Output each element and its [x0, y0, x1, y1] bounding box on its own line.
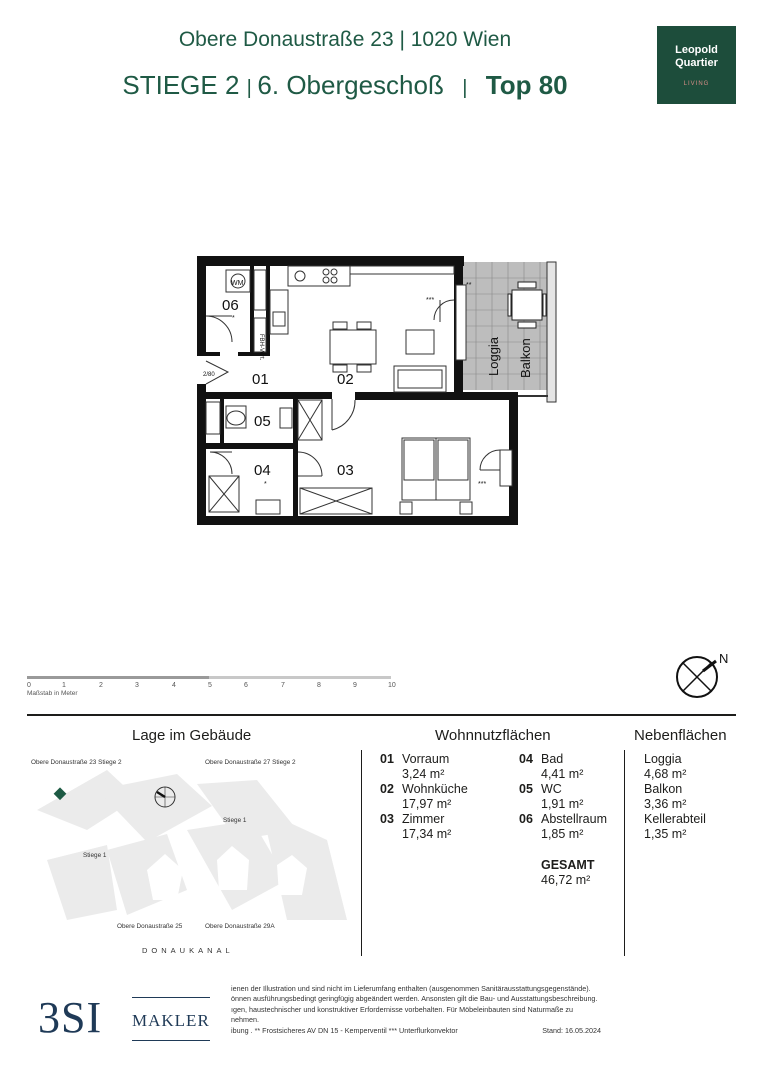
- room-04: 04: [254, 462, 271, 479]
- map-label: Obere Donaustraße 25: [117, 923, 183, 930]
- room-01: 01: [252, 371, 269, 388]
- area-name: Abstellraum: [541, 812, 607, 826]
- wm-label: WM: [231, 280, 244, 287]
- scale-tick: 2: [99, 682, 103, 689]
- date-stamp: Stand: 16.05.2024: [542, 1025, 601, 1035]
- area-value: 1,85 m²: [541, 827, 584, 841]
- convector-mark-2: ***: [478, 481, 487, 488]
- room-02: 02: [337, 371, 354, 388]
- brand-subtitle: MAKLER: [132, 1011, 210, 1030]
- section-divider: [27, 714, 736, 716]
- scale-tick: 8: [317, 682, 321, 689]
- door-width-label: 2/80: [203, 372, 215, 378]
- area-name: Vorraum: [402, 752, 450, 766]
- logo-tag: LIVING: [683, 81, 710, 87]
- secondary-area-list: Loggia 4,68 m² Balkon 3,36 m² Kellerabteil 1,35 m²: [644, 752, 706, 841]
- area-name: Wohnküche: [402, 782, 468, 796]
- fbh-label: FBH-Vert.: [258, 334, 264, 361]
- scale-tick: 0: [27, 682, 31, 689]
- room-03: 03: [337, 462, 354, 479]
- north-compass-icon: [677, 651, 728, 697]
- logo-line2: Quartier: [675, 57, 718, 69]
- area-item: 02 Wohnküche 17,97 m²: [380, 782, 468, 811]
- stair-label: STIEGE 2: [122, 70, 240, 100]
- scale-tick: 3: [135, 682, 139, 689]
- address-line: Obere Donaustraße 23 | 1020 Wien: [178, 28, 512, 51]
- scale-tick: 9: [353, 682, 357, 689]
- area-value: 17,34 m²: [402, 827, 452, 841]
- star-04: *: [264, 481, 267, 488]
- site-map: [27, 750, 357, 960]
- room-05: 05: [254, 413, 271, 430]
- logo-line1: Leopold: [675, 44, 718, 56]
- area-item: 05 WC 1,91 m²: [519, 782, 584, 811]
- site-compass-icon: [155, 787, 175, 807]
- map-label: Obere Donaustraße 29A: [205, 923, 275, 930]
- area-name: WC: [541, 782, 562, 796]
- location-heading: Lage im Gebäude: [132, 727, 252, 744]
- column-divider: [361, 750, 362, 956]
- brand-wordmark: 3SI: [38, 993, 103, 1042]
- area-value: 17,97 m²: [402, 797, 452, 811]
- area-item: 04 Bad 4,41 m²: [519, 752, 584, 781]
- column-divider: [624, 750, 625, 956]
- floor-label: 6. Obergeschoß: [257, 70, 444, 100]
- north-label: N: [719, 651, 729, 666]
- scale-tick: 6: [244, 682, 248, 689]
- scale-tick: 7: [281, 682, 285, 689]
- area-item: 01 Vorraum 3,24 m²: [380, 752, 450, 781]
- area-item: 03 Zimmer 17,34 m²: [380, 812, 452, 841]
- top-label: Top 80: [485, 70, 568, 100]
- scale-label: Maßstab in Meter: [27, 690, 78, 697]
- scale-tick: 4: [172, 682, 176, 689]
- loggia-label: Loggia: [486, 336, 501, 376]
- living-areas-heading: Wohnnutzflächen: [435, 727, 551, 744]
- star-06: *: [232, 315, 235, 322]
- area-name: Bad: [541, 752, 564, 766]
- balcony-area: [460, 262, 556, 402]
- valve-mark: **: [466, 282, 472, 289]
- unit-title: STIEGE 2 | 6. Obergeschoß | Top 80: [122, 70, 568, 100]
- scale-tick: 10: [388, 682, 396, 689]
- area-name: Zimmer: [402, 812, 445, 826]
- canal-label: DONAUKANAL: [142, 946, 234, 955]
- disclaimer: ienen der Illustration und sind nicht im Lieferumfang enthalten (ausgenommen Sanitärausstattungsgegenstände). önnen ausführungsbedingt geringfügig abgeändert werden. Ansonsten gilt die Bau- und Ausstattungsbeschreibung. ıgen, haustechnischer und konstruktiver Erfordernisse vorbehalten. Für Möbeleinbauten sind Naturmaße zu nehmen. ibung . ** Frostsicheres AV DN 15 - Kemperventil *** Unterflurkonvektor Stand: 16.05.2024: [231, 984, 601, 1035]
- scale-tick: 1: [62, 682, 66, 689]
- area-value: 3,24 m²: [402, 767, 445, 781]
- total-area: [541, 858, 594, 888]
- room-06: 06: [222, 297, 239, 314]
- map-label: Obere Donaustraße 27 Stiege 2: [205, 759, 296, 766]
- area-value: 1,91 m²: [541, 797, 584, 811]
- map-label: Stiege 1: [223, 817, 247, 824]
- map-label: Obere Donaustraße 23 Stiege 2: [31, 759, 122, 766]
- map-label: Stiege 1: [83, 852, 107, 859]
- secondary-areas-heading: Nebenflächen: [634, 727, 727, 744]
- balkon-label: Balkon: [518, 338, 533, 378]
- total-value: 46,72 m²: [541, 873, 591, 887]
- scale-bar: [27, 676, 396, 697]
- scale-tick: 5: [208, 682, 212, 689]
- total-label: GESAMT: [541, 858, 595, 872]
- area-value: 4,41 m²: [541, 767, 584, 781]
- area-item: 06 Abstellraum 1,85 m²: [519, 812, 607, 841]
- convector-mark: ***: [426, 297, 435, 304]
